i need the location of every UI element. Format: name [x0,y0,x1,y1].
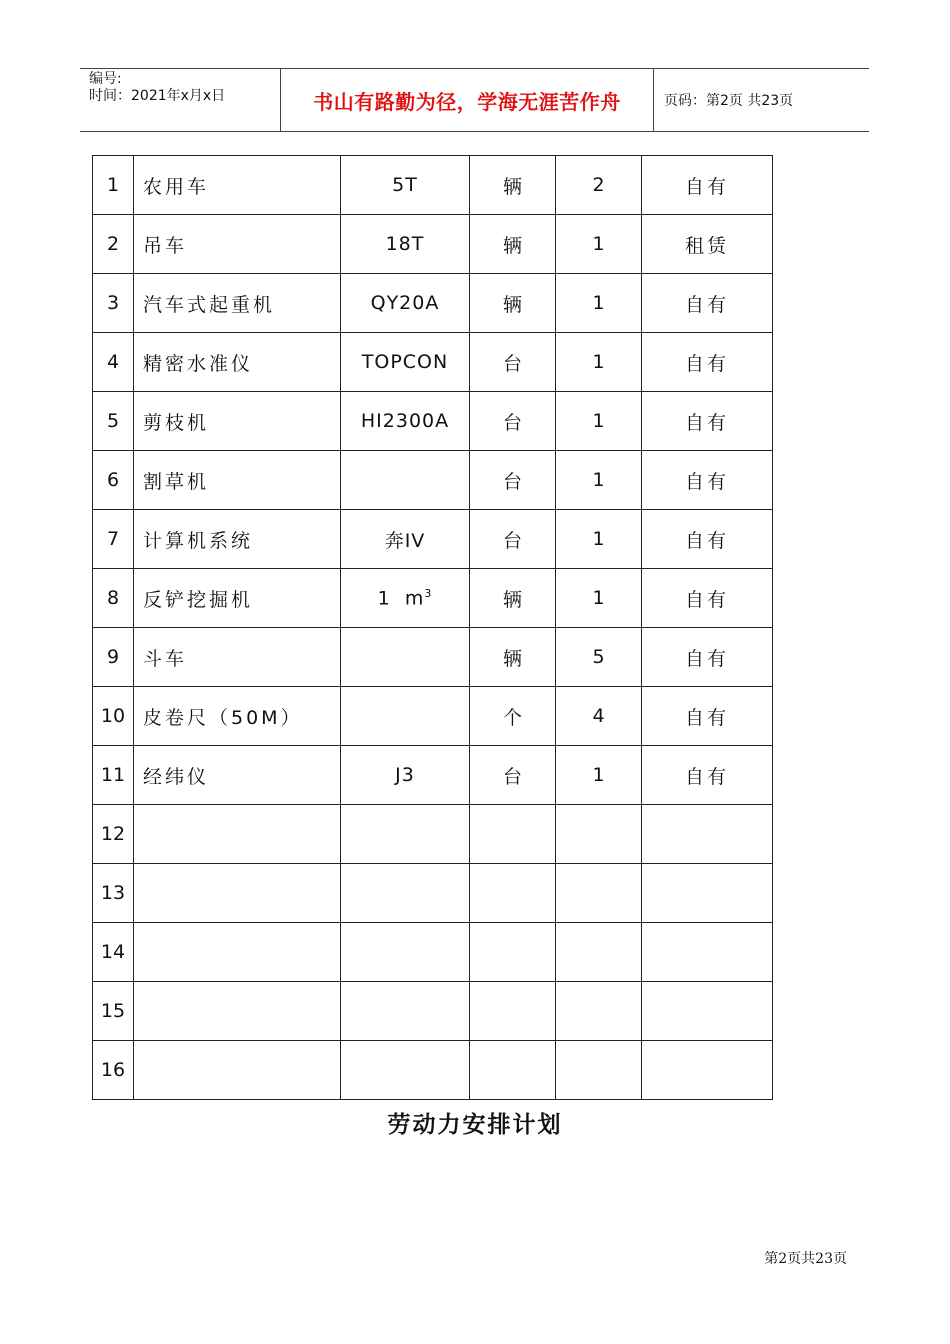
equipment-quantity-text: 5 [592,646,605,668]
row-number [93,392,134,451]
equipment-model-text: J3 [395,764,415,786]
table-row [93,274,773,333]
equipment-model-text: HI2300A [360,410,450,432]
equipment-unit [470,864,556,923]
equipment-model [341,982,470,1041]
equipment-unit-text: 台 [502,765,522,788]
equipment-source [642,392,773,451]
equipment-quantity [556,333,642,392]
equipment-unit [470,392,556,451]
table-row [93,923,773,982]
equipment-name-text: 皮卷尺（50M） [143,706,303,729]
equipment-name [134,451,341,510]
equipment-unit [470,510,556,569]
row-number-text: 16 [100,1059,126,1081]
equipment-quantity [556,982,642,1041]
equipment-unit-text: 辆 [502,588,522,611]
row-number [93,746,134,805]
equipment-model [341,274,470,333]
equipment-source-text: 自有 [684,706,729,729]
equipment-source [642,805,773,864]
row-number [93,274,134,333]
equipment-quantity [556,923,642,982]
equipment-name-text: 剪枝机 [143,411,210,434]
equipment-quantity-text: 2 [592,174,605,196]
row-number-text: 15 [100,1000,126,1022]
equipment-source-text: 租赁 [684,234,729,257]
equipment-table-body [93,156,773,1100]
equipment-quantity [556,746,642,805]
equipment-name [134,333,341,392]
table-row [93,333,773,392]
equipment-source [642,1041,773,1100]
equipment-unit [470,569,556,628]
equipment-quantity [556,451,642,510]
equipment-source [642,628,773,687]
row-number-text: 10 [100,705,126,727]
equipment-source-text: 自有 [684,765,729,788]
row-number [93,982,134,1041]
table-row [93,628,773,687]
equipment-model [341,805,470,864]
equipment-name [134,923,341,982]
equipment-name-text: 计算机系统 [143,529,254,552]
row-number [93,805,134,864]
equipment-quantity [556,215,642,274]
equipment-source [642,923,773,982]
equipment-model-text: 奔IV [384,529,426,552]
equipment-quantity [556,569,642,628]
equipment-source [642,864,773,923]
equipment-model [341,687,470,746]
table-row [93,746,773,805]
equipment-unit-text: 台 [502,529,522,552]
equipment-quantity-text: 1 [592,292,605,314]
equipment-model [341,156,470,215]
row-number [93,628,134,687]
equipment-source [642,982,773,1041]
equipment-model [341,333,470,392]
row-number-text: 8 [106,587,120,609]
model-superscript: 3 [424,586,433,600]
equipment-quantity [556,274,642,333]
equipment-quantity-text: 1 [592,764,605,786]
table-row [93,1041,773,1100]
equipment-model-text: 18T [385,233,425,255]
table-row [93,864,773,923]
equipment-name-text: 精密水准仪 [143,352,254,375]
row-number-text: 13 [100,882,126,904]
equipment-name-text: 汽车式起重机 [143,293,276,316]
equipment-name [134,215,341,274]
equipment-unit [470,274,556,333]
equipment-unit [470,805,556,864]
equipment-unit-text: 辆 [502,293,522,316]
row-number [93,156,134,215]
equipment-source [642,746,773,805]
equipment-unit-text: 台 [502,352,522,375]
equipment-name [134,510,341,569]
row-number-text: 11 [100,764,126,786]
row-number-text: 4 [106,351,120,373]
equipment-quantity [556,864,642,923]
equipment-model [341,215,470,274]
equipment-model [341,923,470,982]
equipment-model-text: QY20A [370,292,440,314]
equipment-source-text: 自有 [684,588,729,611]
equipment-model [341,510,470,569]
table-row [93,510,773,569]
equipment-name-text: 吊车 [143,234,188,257]
table-row [93,982,773,1041]
equipment-name [134,805,341,864]
row-number [93,451,134,510]
equipment-unit-text: 台 [502,411,522,434]
row-number-text: 3 [106,292,120,314]
equipment-table [92,155,773,1100]
table-row [93,451,773,510]
equipment-source-text: 自有 [684,352,729,375]
table-row [93,687,773,746]
header-info [80,69,280,131]
equipment-model [341,628,470,687]
equipment-source-text: 自有 [684,411,729,434]
table-row [93,392,773,451]
equipment-unit [470,451,556,510]
row-number-text: 12 [100,823,126,845]
equipment-unit-text: 台 [502,470,522,493]
equipment-model [341,864,470,923]
equipment-quantity [556,1041,642,1100]
row-number [93,864,134,923]
equipment-source [642,510,773,569]
row-number-text: 7 [106,528,120,550]
equipment-quantity-text: 1 [592,528,605,550]
equipment-name [134,628,341,687]
equipment-unit [470,628,556,687]
equipment-source-text: 自有 [684,647,729,670]
equipment-name [134,392,341,451]
equipment-model-text: TOPCON [361,351,449,373]
header-motto: 书山有路勤为径，学海无涯苦作舟 [280,69,654,131]
table-row [93,156,773,215]
table-row [93,215,773,274]
equipment-quantity-text: 4 [592,705,605,727]
equipment-source [642,569,773,628]
equipment-name-text: 斗车 [143,647,188,670]
equipment-quantity [556,156,642,215]
row-number [93,569,134,628]
row-number [93,1041,134,1100]
equipment-unit [470,156,556,215]
row-number [93,333,134,392]
equipment-unit [470,746,556,805]
doc-number-label: 编号: [89,71,122,87]
equipment-source [642,333,773,392]
equipment-name-text: 割草机 [143,470,210,493]
equipment-quantity [556,628,642,687]
equipment-name [134,864,341,923]
row-number-text: 14 [100,941,126,963]
equipment-quantity-text: 1 [592,469,605,491]
row-number [93,215,134,274]
equipment-source-text: 自有 [684,175,729,198]
equipment-source-text: 自有 [684,293,729,316]
equipment-quantity-text: 1 [592,351,605,373]
equipment-model [341,392,470,451]
equipment-model [341,569,470,628]
equipment-unit-text: 辆 [502,175,522,198]
equipment-model [341,451,470,510]
doc-date: 时间：2021年x月x日 [89,88,226,104]
equipment-unit-text: 个 [502,706,522,729]
equipment-name [134,982,341,1041]
equipment-name-text: 经纬仪 [143,765,210,788]
header-page-number: 页码：第2页 共23页 [664,93,794,109]
row-number [93,923,134,982]
row-number-text: 9 [106,646,120,668]
row-number-text: 6 [106,469,120,491]
equipment-quantity-text: 1 [592,587,605,609]
equipment-unit [470,982,556,1041]
table-row [93,805,773,864]
equipment-name [134,1041,341,1100]
equipment-source-text: 自有 [684,529,729,552]
equipment-model-text: 5T [392,174,418,196]
equipment-quantity [556,805,642,864]
equipment-quantity-text: 1 [592,410,605,432]
equipment-model-text: 1 m [377,587,425,610]
equipment-source [642,451,773,510]
equipment-name [134,274,341,333]
equipment-source [642,274,773,333]
equipment-unit [470,333,556,392]
equipment-unit [470,1041,556,1100]
equipment-model [341,746,470,805]
equipment-unit [470,923,556,982]
equipment-unit [470,687,556,746]
page-header [80,68,869,132]
equipment-name [134,569,341,628]
row-number [93,510,134,569]
row-number-text: 1 [106,174,120,196]
row-number [93,687,134,746]
equipment-source [642,215,773,274]
equipment-quantity [556,392,642,451]
equipment-unit-text: 辆 [502,234,522,257]
table-row [93,569,773,628]
section-title: 劳动力安排计划 [387,1111,563,1138]
equipment-name [134,156,341,215]
equipment-name-text: 反铲挖掘机 [143,588,254,611]
row-number-text: 2 [106,233,120,255]
equipment-quantity [556,687,642,746]
equipment-source-text: 自有 [684,470,729,493]
equipment-source [642,687,773,746]
equipment-source [642,156,773,215]
equipment-quantity [556,510,642,569]
equipment-name [134,746,341,805]
equipment-unit [470,215,556,274]
row-number-text: 5 [106,410,120,432]
equipment-quantity-text: 1 [592,233,605,255]
equipment-unit-text: 辆 [502,647,522,670]
equipment-name [134,687,341,746]
equipment-name-text: 农用车 [143,175,210,198]
equipment-model [341,1041,470,1100]
footer-page-number: 第2页共23页 [764,1251,847,1267]
